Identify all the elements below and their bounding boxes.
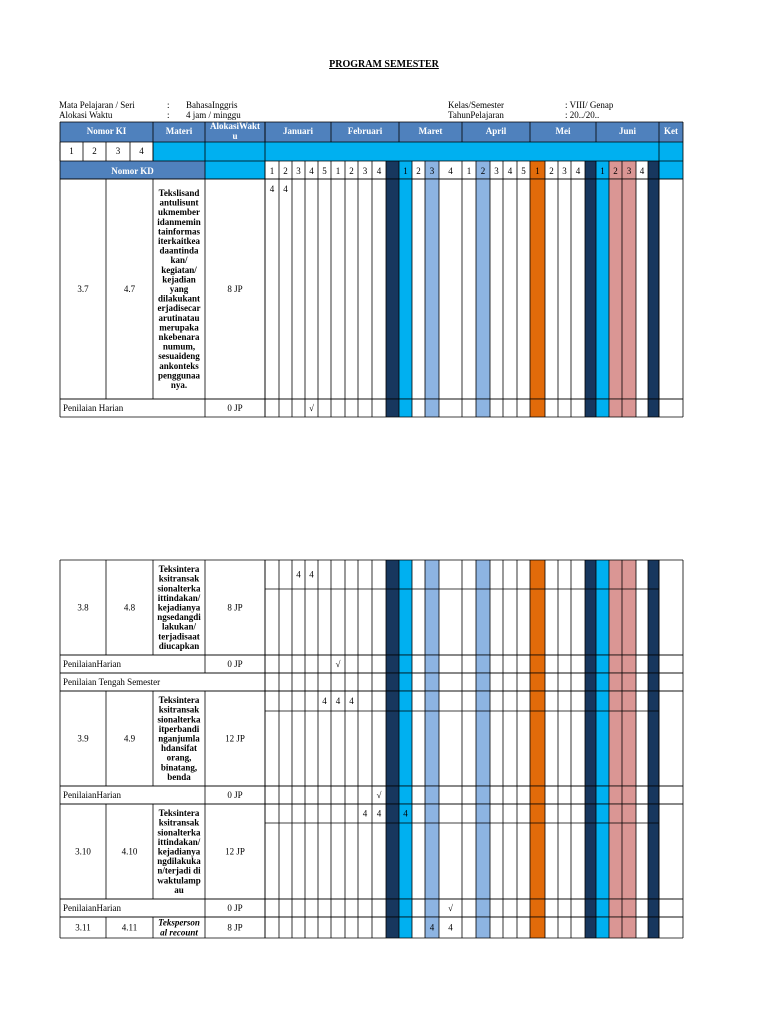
week-column-fill: [585, 786, 596, 804]
week-column-fill: [476, 399, 490, 417]
week-column-fill: [609, 560, 622, 655]
week-column-fill: [609, 655, 622, 673]
check-mark: √: [335, 659, 341, 669]
week-column-fill: [585, 655, 596, 673]
week-number: 3: [494, 166, 499, 176]
materi-text: ankonteks: [159, 360, 199, 371]
week-mark: 4: [349, 696, 354, 706]
week-column-fill: [399, 560, 412, 655]
assessment-label: PenilaianHarian: [63, 659, 121, 669]
week-column-fill: [596, 691, 609, 786]
week-number: 2: [416, 166, 421, 176]
kd-number-cell: 4.9: [123, 733, 136, 744]
alokasi-cell: 8 JP: [227, 284, 243, 294]
ki-number-cell: 3.8: [77, 602, 89, 613]
alokasi-header: AlokasiWakt: [209, 121, 261, 131]
week-number: 2: [480, 166, 486, 176]
year-value: : 20../20..: [565, 110, 600, 120]
materi-text: itperbandi: [158, 723, 200, 734]
ki-number: 3: [115, 146, 121, 156]
subject-value: BahasaInggris: [186, 100, 238, 110]
materi-text: ukmember: [158, 207, 200, 218]
alokasi-cell: 12 JP: [225, 733, 245, 744]
week-column-fill: [530, 673, 545, 691]
materi-text: nganjumla: [158, 733, 200, 744]
week-number: 5: [521, 166, 526, 176]
materi-text: ksitransak: [158, 704, 200, 715]
week-column-fill: [386, 179, 399, 399]
week-column-fill: [596, 655, 609, 673]
week-column-fill: [476, 804, 490, 899]
week-number: 3: [562, 166, 567, 176]
materi-text: ittindakan/: [157, 836, 201, 847]
materi-text: ittindakan/: [157, 592, 201, 603]
week-column-fill: [648, 655, 659, 673]
materi-text: kejadian: [162, 274, 196, 285]
week-mark: 4: [322, 696, 327, 706]
week-column-fill: [596, 786, 609, 804]
week-column-fill: [609, 917, 622, 938]
nomor-kd-header: Nomor KD: [111, 166, 154, 176]
week-column-fill: [596, 673, 609, 691]
week-column-fill: [425, 673, 439, 691]
week-column-fill: [476, 899, 490, 917]
week-column-fill: [476, 673, 490, 691]
week-column-fill: [530, 917, 545, 938]
week-column-fill: [585, 179, 596, 399]
subject-label: Mata Pelajaran / Seri: [59, 100, 135, 110]
month-header-maret: Maret: [418, 126, 443, 136]
materi-text: nya.: [170, 380, 188, 390]
materi-text: erjadisecar: [157, 303, 201, 314]
ket-header: Ket: [664, 126, 678, 136]
week-column-fill: [476, 917, 490, 938]
week-number: 1: [466, 166, 472, 176]
week-column-fill: [622, 179, 636, 399]
week-column-fill: [530, 786, 545, 804]
materi-text: ngdilakuka: [157, 856, 201, 867]
week-column-fill: [622, 804, 636, 899]
kd-number-cell: 4.7: [123, 284, 136, 294]
materi-text: Teksintera: [158, 808, 200, 819]
week-column-fill: [530, 179, 545, 399]
week-column-fill: [425, 899, 439, 917]
materi-text: Tekslisand: [158, 188, 200, 198]
week-column-fill: [530, 560, 545, 655]
week-column-fill: [386, 673, 399, 691]
check-mark: √: [448, 903, 453, 913]
materi-text: sionalterka: [157, 583, 201, 594]
week-column-fill: [386, 399, 399, 417]
alokasi-cell: 0 JP: [227, 659, 243, 669]
alokasi-cell: 0 JP: [227, 403, 243, 413]
week-column-fill: [609, 804, 622, 899]
class-label: Kelas/Semester: [448, 100, 504, 110]
week-column-fill: [622, 691, 636, 786]
time-label: Alokasi Waktu: [59, 110, 113, 120]
week-column-fill: [425, 804, 439, 899]
week-number: 2: [349, 166, 354, 176]
kd-number-cell: 4.11: [121, 922, 138, 933]
materi-text: ksitransak: [158, 817, 200, 828]
month-header-mei: Mei: [555, 126, 571, 136]
year-label: TahunPelajaran: [448, 110, 504, 120]
materi-text: terjadisaat: [158, 631, 200, 642]
materi-text: kejadianya: [157, 602, 201, 613]
materi-text: numum,: [162, 341, 196, 352]
assessment-label: Penilaian Tengah Semester: [63, 677, 161, 687]
week-column-fill: [425, 560, 439, 655]
week-column-fill: [386, 691, 399, 786]
week-column-fill: [585, 399, 596, 417]
month-header-januari: Januari: [282, 126, 314, 136]
time-colon: :: [167, 110, 170, 120]
week-column-fill: [530, 804, 545, 899]
week-number: 4: [639, 166, 645, 176]
assessment-label: PenilaianHarian: [63, 790, 121, 800]
materi-text: idanmemin: [157, 216, 201, 227]
materi-text: iterkaitkea: [158, 236, 200, 246]
week-number: 3: [429, 166, 435, 176]
week-column-fill: [648, 899, 659, 917]
materi-text: waktulamp: [157, 875, 201, 886]
week-mark: 4: [309, 569, 314, 580]
materi-text: sionalterka: [157, 714, 201, 725]
week-column-fill: [425, 655, 439, 673]
week-column-fill: [585, 804, 596, 899]
week-column-fill: [386, 560, 399, 655]
week-number: 4: [575, 166, 581, 176]
week-number: 2: [283, 166, 288, 176]
week-column-fill: [386, 899, 399, 917]
week-column-fill: [425, 691, 439, 786]
header-cyan-band: [153, 142, 683, 161]
week-column-fill: [609, 786, 622, 804]
week-column-fill: [648, 917, 659, 938]
materi-text: hdansifat: [160, 743, 198, 754]
week-mark: 4: [269, 184, 275, 194]
week-column-fill: [425, 399, 439, 417]
week-column-fill: [530, 399, 545, 417]
ki-number-cell: 3.7: [77, 284, 89, 294]
week-column-fill: [585, 917, 596, 938]
month-header-februari: Februari: [347, 126, 383, 136]
week-column-fill: [399, 691, 412, 786]
check-mark: √: [376, 790, 382, 800]
week-column-fill: [596, 899, 609, 917]
week-column-fill: [585, 673, 596, 691]
nomor-ki-header: Nomor KI: [86, 126, 127, 136]
subject-colon: :: [167, 100, 170, 110]
week-column-fill: [476, 786, 490, 804]
alokasi-cell: 8 JP: [227, 922, 243, 933]
week-column-fill: [386, 786, 399, 804]
materi-text: sionalterka: [157, 827, 201, 838]
week-column-fill: [648, 560, 659, 655]
week-column-fill: [399, 917, 412, 938]
week-column-fill: [425, 786, 439, 804]
week-column-fill: [530, 899, 545, 917]
class-value: : VIII/ Genap: [565, 100, 614, 110]
materi-text: benda: [167, 771, 191, 782]
week-column-fill: [622, 399, 636, 417]
alokasi-cyan-cell: [205, 161, 265, 179]
materi-text: lakukan/: [161, 621, 197, 632]
materi-text: Teksintera: [158, 695, 200, 706]
alokasi-header-cont: u: [232, 131, 238, 141]
ket-cyan-cell: [659, 161, 683, 179]
week-mark: 4: [283, 184, 288, 194]
ki-number-cell: 3.10: [75, 846, 91, 857]
week-mark: 4: [335, 696, 341, 706]
week-column-fill: [622, 673, 636, 691]
week-column-fill: [399, 673, 412, 691]
week-number: 5: [322, 166, 327, 176]
week-number: 3: [362, 166, 368, 176]
week-column-fill: [386, 804, 399, 899]
ki-number: 1: [69, 146, 74, 156]
materi-text: Teksperson: [158, 917, 200, 928]
week-column-fill: [585, 899, 596, 917]
ki-number-cell: 3.9: [77, 733, 89, 744]
materi-text: dilakukant: [157, 293, 201, 304]
week-column-fill: [648, 161, 659, 179]
week-column-fill: [648, 179, 659, 399]
materi-text: kejadianya: [157, 846, 201, 857]
week-mark: 4: [403, 808, 408, 819]
week-column-fill: [476, 560, 490, 655]
week-number: 1: [535, 166, 540, 176]
week-number: 1: [403, 166, 408, 176]
week-column-fill: [648, 673, 659, 691]
week-column-fill: [609, 179, 622, 399]
week-column-fill: [476, 179, 490, 399]
materi-text: antulisunt: [159, 197, 199, 208]
week-column-fill: [386, 161, 399, 179]
week-column-fill: [425, 179, 439, 399]
alokasi-cell: 12 JP: [225, 846, 245, 857]
week-number: 4: [507, 166, 513, 176]
week-mark: 4: [296, 569, 301, 580]
week-column-fill: [596, 917, 609, 938]
materi-text: yang: [169, 284, 189, 294]
week-column-fill: [596, 560, 609, 655]
week-column-fill: [609, 899, 622, 917]
week-column-fill: [476, 655, 490, 673]
week-column-fill: [399, 399, 412, 417]
materi-text: nkebenara: [158, 332, 200, 342]
week-number: 2: [549, 166, 554, 176]
materi-header: Materi: [165, 126, 193, 136]
week-mark: 4: [429, 922, 435, 933]
week-number: 1: [269, 166, 275, 176]
time-value: 4 jam / minggu: [186, 110, 241, 120]
week-column-fill: [399, 786, 412, 804]
week-mark: 4: [448, 922, 453, 933]
materi-text: ngsedangdi: [157, 612, 201, 623]
materi-text: daantinda: [159, 245, 199, 256]
kd-number-cell: 4.10: [121, 846, 138, 857]
materi-text: merupaka: [159, 322, 199, 333]
week-column-fill: [648, 399, 659, 417]
materi-text: Teksintera: [158, 564, 200, 575]
month-header-april: April: [485, 126, 507, 136]
week-column-fill: [585, 691, 596, 786]
week-column-fill: [622, 655, 636, 673]
week-column-fill: [399, 655, 412, 673]
week-column-fill: [399, 899, 412, 917]
week-column-fill: [648, 691, 659, 786]
week-column-fill: [476, 691, 490, 786]
materi-text: penggunaa: [157, 370, 201, 381]
materi-text: orang,: [166, 752, 192, 763]
assessment-label: Penilaian Harian: [63, 403, 124, 413]
materi-text: binatang,: [160, 762, 198, 773]
week-column-fill: [585, 161, 596, 179]
week-column-fill: [386, 917, 399, 938]
ki-number: 4: [139, 146, 144, 156]
materi-text: ksitransak: [158, 573, 200, 584]
week-number: 4: [309, 166, 314, 176]
page-title: PROGRAM SEMESTER: [329, 59, 439, 70]
week-column-fill: [530, 691, 545, 786]
materi-text: al recount: [160, 927, 198, 938]
ki-number-cell: 3.11: [75, 922, 91, 933]
materi-text: kegiatan/: [161, 264, 197, 275]
materi-text: kan/: [170, 255, 188, 266]
week-number: 4: [448, 166, 453, 176]
materi-text: n/terjadi di: [157, 865, 201, 876]
materi-text: au: [174, 884, 184, 895]
check-mark: √: [309, 403, 314, 413]
week-column-fill: [596, 399, 609, 417]
week-column-fill: [622, 899, 636, 917]
week-column-fill: [530, 655, 545, 673]
materi-text: arutinatau: [158, 312, 200, 323]
week-number: 3: [626, 166, 632, 176]
week-column-fill: [596, 179, 609, 399]
week-column-fill: [622, 560, 636, 655]
materi-text: tainformas: [158, 226, 200, 237]
kd-number-cell: 4.8: [123, 602, 136, 613]
week-column-fill: [648, 786, 659, 804]
week-column-fill: [622, 786, 636, 804]
materi-text: sesuaideng: [158, 351, 200, 362]
week-column-fill: [609, 691, 622, 786]
ki-number: 2: [92, 146, 97, 156]
assessment-label: PenilaianHarian: [63, 903, 121, 913]
week-mark: 4: [376, 808, 382, 819]
week-column-fill: [585, 560, 596, 655]
alokasi-cell: 0 JP: [227, 790, 243, 800]
week-column-fill: [622, 917, 636, 938]
week-column-fill: [386, 655, 399, 673]
week-mark: 4: [362, 808, 368, 819]
week-number: 1: [600, 166, 605, 176]
week-column-fill: [648, 804, 659, 899]
week-column-fill: [609, 673, 622, 691]
week-number: 2: [613, 166, 618, 176]
alokasi-cell: 8 JP: [227, 602, 243, 613]
week-number: 1: [335, 166, 341, 176]
month-header-juni: Juni: [618, 126, 637, 136]
alokasi-cell: 0 JP: [227, 903, 243, 913]
week-number: 4: [376, 166, 382, 176]
week-column-fill: [609, 399, 622, 417]
week-column-fill: [596, 804, 609, 899]
week-column-fill: [399, 179, 412, 399]
materi-text: diucapkan: [158, 640, 200, 651]
week-number: 3: [296, 166, 301, 176]
